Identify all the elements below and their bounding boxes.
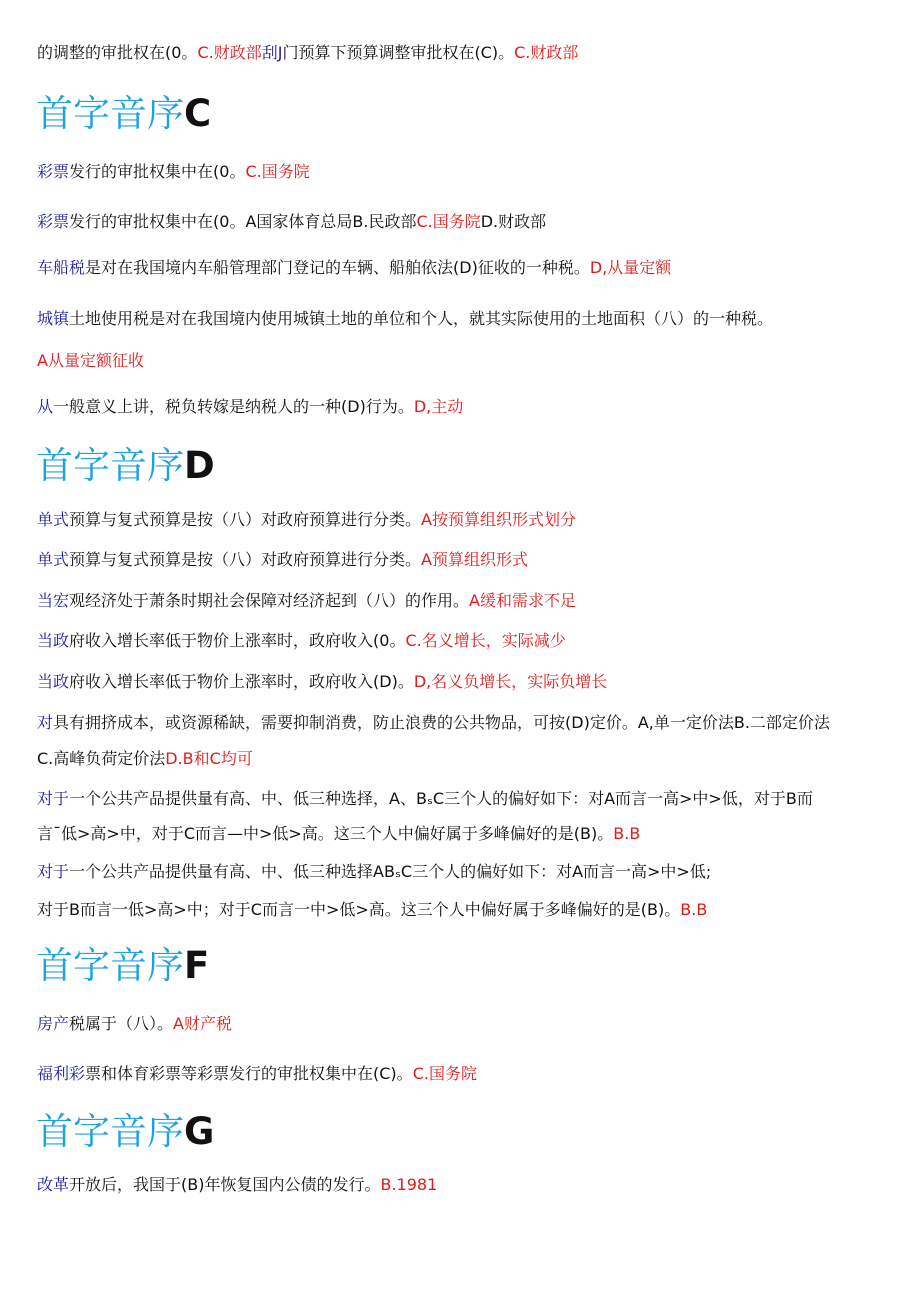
entry-line bbox=[37, 257, 900, 279]
entry-line bbox=[37, 350, 900, 372]
entry-line bbox=[37, 861, 900, 883]
answer-text: C.名义增长，实际减少 bbox=[405, 631, 566, 650]
entry-line bbox=[37, 712, 900, 734]
answer-text: B.B bbox=[680, 900, 708, 919]
heading-title: 首字音序 bbox=[36, 1110, 184, 1153]
lead-text: 福利彩 bbox=[37, 1064, 86, 1083]
entry-line bbox=[37, 590, 900, 612]
question-text: 预算与复式预算是按（八）对政府预算进行分类。 bbox=[69, 550, 422, 569]
question-text: 言¯低>高>中，对于C而言—中>低>高。这三个人中偏好属于多峰偏好的是(B)。 bbox=[37, 824, 614, 843]
heading-letter: F bbox=[184, 944, 210, 987]
heading-title: 首字音序 bbox=[36, 444, 184, 487]
entry-line bbox=[37, 549, 900, 571]
lead-text: 对于 bbox=[37, 862, 70, 881]
entry-line bbox=[37, 788, 900, 810]
lead-text: 从 bbox=[37, 397, 54, 416]
lead-text: 当宏 bbox=[37, 591, 70, 610]
answer-text: D,从量定额 bbox=[589, 258, 672, 277]
answer-text: A从量定额征收 bbox=[37, 351, 144, 370]
question-text: 的调整的审批权在(0。 bbox=[37, 43, 198, 62]
answer-text: D,名义负增长，实际负增长 bbox=[413, 672, 608, 691]
question-text: 一个公共产品提供量有高、中、低三种选择ABₛC三个人的偏好如下：对A而言一高>中>低; bbox=[69, 862, 712, 881]
heading-letter: G bbox=[184, 1110, 215, 1153]
entry-line bbox=[37, 509, 900, 531]
question-text: 土地使用税是对在我国境内使用城镇土地的单位和个人，就其实际使用的土地面积（八）的一种税。 bbox=[69, 309, 774, 328]
lead-text: 彩票 bbox=[37, 162, 70, 181]
lead-text: 刮J bbox=[261, 43, 283, 62]
entry-line bbox=[37, 823, 900, 845]
answer-text: C.国务院 bbox=[412, 1064, 477, 1083]
question-text: 府收入增长率低于物价上涨率时，政府收入(D)。 bbox=[69, 672, 414, 691]
entry-line bbox=[37, 42, 900, 64]
heading-title: 首字音序 bbox=[36, 92, 184, 135]
answer-text: C.国务院 bbox=[245, 162, 310, 181]
question-text: 发行的审批权集中在(0。 bbox=[69, 162, 246, 181]
question-text: 发行的审批权集中在(0。A国家体育总局B.民政部 bbox=[69, 212, 417, 231]
section-heading-g bbox=[36, 1110, 214, 1154]
question-text: 府收入增长率低于物价上涨率时，政府收入(0。 bbox=[69, 631, 406, 650]
answer-text: D,主动 bbox=[413, 397, 464, 416]
lead-text: 房产 bbox=[37, 1014, 70, 1033]
entry-line bbox=[37, 899, 900, 921]
entry-line bbox=[37, 671, 900, 693]
section-heading-c bbox=[36, 92, 211, 136]
question-text: 票和体育彩票等彩票发行的审批权集中在(C)。 bbox=[85, 1064, 413, 1083]
lead-text: 单式 bbox=[37, 550, 70, 569]
question-text: 预算与复式预算是按（八）对政府预算进行分类。 bbox=[69, 510, 422, 529]
question-text: 对于B而言一低>高>中；对于C而言一中>低>高。这三个人中偏好属于多峰偏好的是(B)。 bbox=[37, 900, 681, 919]
lead-text: 彩票 bbox=[37, 212, 70, 231]
question-text: 具有拥挤成本，或资源稀缺，需要抑制消费，防止浪费的公共物品，可按(D)定价。A,单一定价法B.二部定价法 bbox=[53, 713, 830, 732]
heading-letter: D bbox=[184, 444, 215, 487]
answer-text: C.财政部 bbox=[197, 43, 262, 62]
entry-line bbox=[37, 161, 900, 183]
lead-text: 车船税 bbox=[37, 258, 86, 277]
answer-text: C.财政部 bbox=[514, 43, 579, 62]
section-heading-f bbox=[36, 944, 209, 988]
section-heading-d bbox=[36, 444, 215, 488]
entry-line bbox=[37, 1013, 900, 1035]
entry-line bbox=[37, 308, 900, 330]
question-text: 门预算下预算调整审批权在(C)。 bbox=[282, 43, 515, 62]
lead-text: 单式 bbox=[37, 510, 70, 529]
lead-text: 改革 bbox=[37, 1175, 70, 1194]
lead-text: 当政 bbox=[37, 631, 70, 650]
answer-text: A缓和需求不足 bbox=[469, 591, 576, 610]
entry-line bbox=[37, 1063, 900, 1085]
question-text: 开放后，我国于(B)年恢复国内公债的发行。 bbox=[69, 1175, 381, 1194]
question-text: 税属于（八）。 bbox=[69, 1014, 174, 1033]
answer-text: B.1981 bbox=[380, 1175, 438, 1194]
lead-text: 对 bbox=[37, 713, 54, 732]
entry-line bbox=[37, 211, 900, 233]
answer-text: C.国务院 bbox=[416, 212, 481, 231]
answer-text: A财产税 bbox=[173, 1014, 232, 1033]
lead-text: 当政 bbox=[37, 672, 70, 691]
answer-text: A按预算组织形式划分 bbox=[421, 510, 576, 529]
question-text: 一个公共产品提供量有高、中、低三种选择，A、BₛC三个人的偏好如下：对A而言一高>中>低，对于B而 bbox=[69, 789, 813, 808]
question-text: D.财政部 bbox=[480, 212, 547, 231]
entry-line bbox=[37, 396, 900, 418]
lead-text: 对于 bbox=[37, 789, 70, 808]
answer-text: D.B和C均可 bbox=[165, 749, 253, 768]
answer-text: B.B bbox=[613, 824, 641, 843]
heading-title: 首字音序 bbox=[36, 944, 184, 987]
question-text: 是对在我国境内车船管理部门登记的车辆、船舶依法(D)征收的一种税。 bbox=[85, 258, 590, 277]
question-text: 一般意义上讲，税负转嫁是纳税人的一种(D)行为。 bbox=[53, 397, 414, 416]
answer-text: A预算组织形式 bbox=[421, 550, 528, 569]
lead-text: 城镇 bbox=[37, 309, 70, 328]
question-text: 观经济处于萧条时期社会保障对经济起到（八）的作用。 bbox=[69, 591, 470, 610]
heading-letter: C bbox=[184, 92, 212, 135]
question-text: C.高峰负荷定价法 bbox=[37, 749, 166, 768]
entry-line bbox=[37, 748, 900, 770]
entry-line bbox=[37, 630, 900, 652]
entry-line bbox=[37, 1174, 900, 1196]
